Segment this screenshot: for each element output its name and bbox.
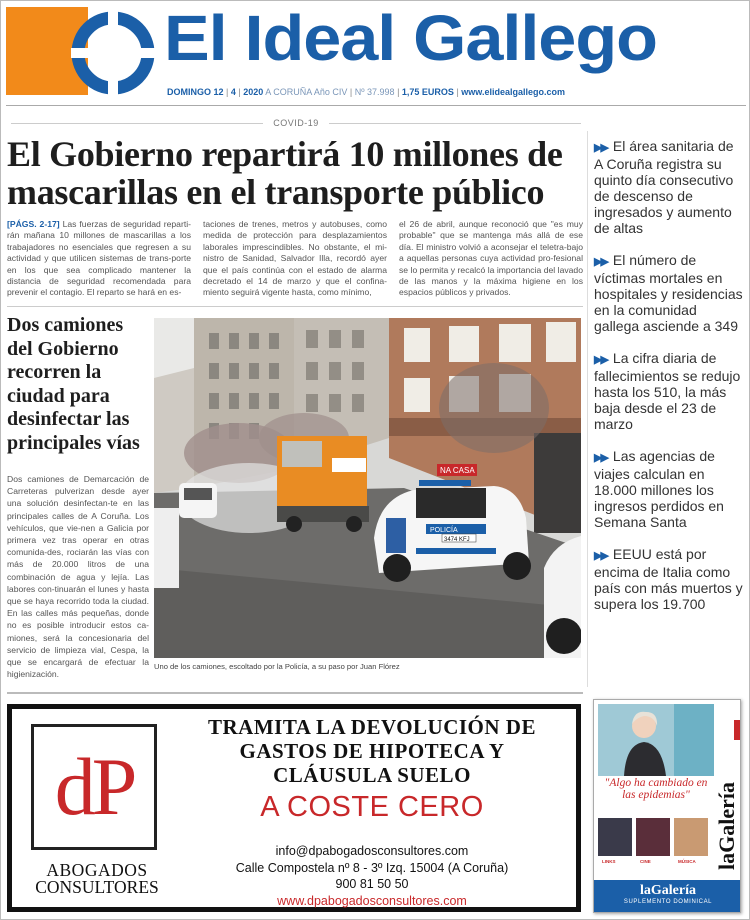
brief-item[interactable]: ▶▶ El número de víctimas mortales en hospitales y residencias en la comunidad gallega asciende a 349 (594, 252, 743, 334)
news-briefs (594, 138, 744, 628)
date-year: 2020 (243, 87, 264, 97)
double-arrow-icon: ▶▶ (594, 550, 607, 562)
plate-label: 3474 KFJ (444, 537, 470, 543)
supplement-vertical-brand (714, 720, 740, 870)
thumb-label: CINE (640, 859, 651, 864)
supplement-subtitle: SUPLEMENTO DOMINICAL (623, 899, 713, 905)
ad-contact (182, 843, 562, 909)
brief-item[interactable]: ▶▶ Las agencias de viajes calculan en 18.000 millones los ingresos perdidos en Semana Santa (594, 448, 724, 530)
svg-text:laGalería: laGalería (714, 782, 739, 870)
ad-title: TRAMITA LA DEVOLUCIÓN DE GASTOS DE HIPOTECA Y CLÁUSULA SUELO (208, 715, 536, 787)
masthead-title[interactable]: El Ideal Gallego (164, 2, 657, 74)
column-divider (587, 131, 588, 687)
lead-col-3: el 26 de abril, aunque reconoció que "es muy probable" que se mantenga más allá de ese día. El ministro volvió a aconsejar el teletra-bajo a aquellas personas cuya actividad pro-fesional se lo permita y recalcó la importancia del lavado de las manos y la máxima higiene en los espacios públicos y privados. (399, 219, 583, 298)
photo-caption: Uno de los camiones, escoltado por la Policía, a su paso por Juan Flórez (154, 662, 400, 671)
street-photo[interactable] (154, 318, 581, 658)
shop-sign: NA CASA (440, 466, 475, 475)
ad-logo: dP (54, 741, 134, 832)
supplement-title: laGalería (640, 883, 696, 898)
lead-col-1: [PÁGS. 2-17] Las fuerzas de seguridad reparti-rán mañana 10 millones de mascarillas a los trabajadores no esenciales que regresen a su actividad y que utilicen sistemas de trans-porte en los que sea complicado mantener la distancia de seguridad recomendada para prevenir el contagio. El reparto se hará en es- (7, 219, 191, 298)
price: 1,75 EUROS (401, 87, 454, 97)
advertisement[interactable] (7, 704, 581, 912)
street-scene-image (154, 318, 581, 658)
supplement-cover[interactable] (593, 699, 741, 913)
issue-number: Nº 37.998 (354, 87, 395, 97)
lead-body (7, 219, 583, 299)
supplement-footer (594, 880, 741, 913)
ad-address: Calle Compostela nº 8 - 3º Izq. 15004 (A Coruña) (235, 860, 509, 875)
thumb-label: LINKS (602, 859, 616, 864)
second-body: Dos camiones de Demarcación de Carreteras pulverizan desde ayer una solución desinfectan-te en las principales calles de A Coruña. Los vehículos, que vie-nen a Galicia por primera vez tras operar en otras comunida-des, rociarán las vías con más de 20.000 litros de una combinación de agua y lejía. Las labores con-tinuarán el lunes y hasta que se haya recorrido toda la ciudad. En las calles más pequeñas, donde no es posible introducir estos ca-miones, será la concesionaria del servicio de limpieza vial, Cespa, la que se encargará de efectuar la higienización. (7, 474, 149, 680)
lead-col-2: taciones de trenes, metros y autobuses, como medida de protección para desplazamientos laborales imprescindibles. No obstante, el mi-nistro de Sanidad, Salvador Illa, recordó ayer que el país continúa con el estado de alarma decretado el 14 de marzo y que el confina-miento seguirá vigente hasta, como mínimo, (203, 219, 387, 298)
year-number: Año CIV (313, 87, 348, 97)
page-reference[interactable]: [PÁGS. 2-17] (7, 219, 60, 229)
double-arrow-icon: ▶▶ (594, 142, 607, 154)
brief-item[interactable]: ▶▶ El área sanitaria de A Coruña registra su quinto día consecutivo de descenso de ingresados y aumento de altas (594, 138, 734, 236)
brief-item[interactable]: ▶▶ EEUU está por encima de Italia como país con más muertos y supera los 19.700 (594, 546, 743, 612)
masthead-divider (6, 105, 746, 106)
section-kicker: COVID-19 (11, 118, 581, 128)
double-arrow-icon: ▶▶ (594, 256, 607, 268)
brief-item[interactable]: ▶▶ La cifra diaria de fallecimientos se redujo hasta los 510, la más baja desde el 23 de marzo (594, 350, 741, 432)
police-label: POLICÍA (430, 527, 458, 534)
section-divider (7, 306, 583, 307)
date-month: 4 (230, 87, 236, 97)
ad-brand-line-2: CONSULTORES (35, 877, 159, 897)
ad-email[interactable]: info@dpabogadosconsultores.com (275, 844, 469, 858)
dateline: DOMINGO 12 | 4 | 2020 A CORUÑA Año CIV | Nº 37.998 | 1,75 EUROS | www.elidealgallego.com (167, 87, 565, 97)
date-place: A CORUÑA (265, 87, 312, 97)
double-arrow-icon: ▶▶ (594, 354, 607, 366)
supplement-quote: "Algo ha cambiado en las epidemias" (604, 777, 708, 801)
logo-ring-icon (65, 7, 161, 95)
double-arrow-icon: ▶▶ (594, 452, 607, 464)
lead-headline[interactable]: El Gobierno repartirá 10 millones de mascarillas en el transporte público (7, 134, 563, 212)
ad-phone[interactable]: 900 81 50 50 (335, 877, 409, 891)
ad-logo-box (31, 724, 157, 850)
ad-brand-line-1: ABOGADOS (46, 860, 148, 880)
date-day: DOMINGO 12 (167, 87, 224, 97)
ad-divider (7, 692, 583, 694)
website-link[interactable]: www.elidealgallego.com (461, 87, 565, 97)
second-headline[interactable]: Dos camiones del Gobierno recorren la ciudad para desinfectar las principales vías (7, 314, 140, 454)
ad-price: A COSTE CERO (260, 791, 484, 823)
thumb-label: MÚSICA (678, 859, 696, 864)
ad-website[interactable]: www.dpabogadosconsultores.com (277, 893, 467, 908)
